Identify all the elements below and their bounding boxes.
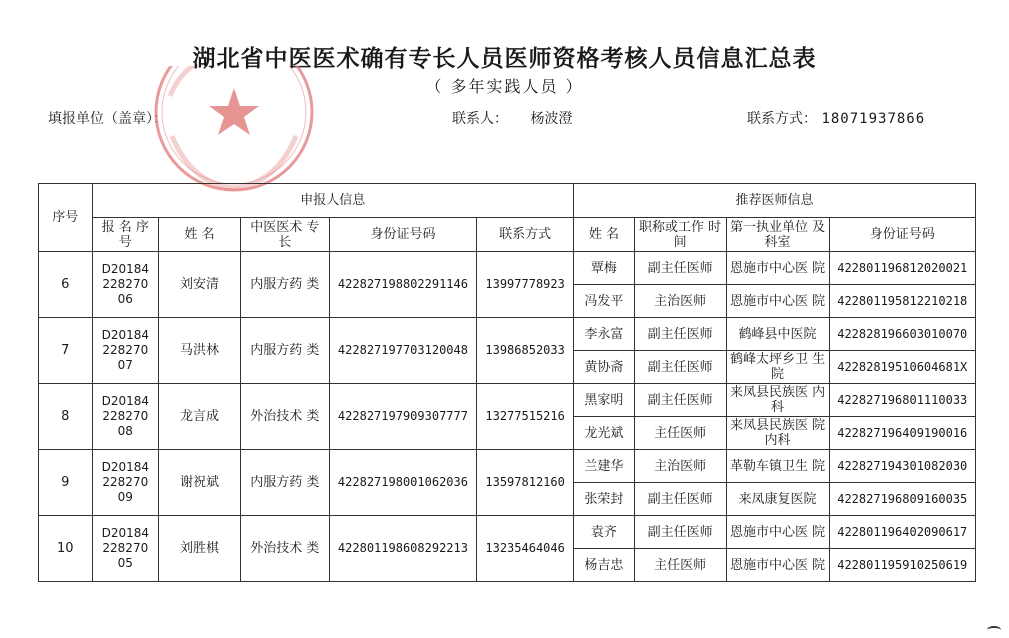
recommender-section-header: 推荐医师信息 xyxy=(574,184,976,218)
applicant-id-cell: 422827198802291146 xyxy=(329,252,476,318)
col-rec-title-header: 职称或工作 时间 xyxy=(634,218,726,252)
rec-title-cell: 副主任医师 xyxy=(634,318,726,351)
rec-name-cell: 冯发平 xyxy=(574,285,635,318)
rec-id-cell: 422827194301082030 xyxy=(829,450,975,483)
rec-name-cell: 黄协斋 xyxy=(574,351,635,384)
table-row xyxy=(39,450,976,483)
table-row xyxy=(39,384,976,417)
rec-unit-cell: 来凤县民族医 内科 xyxy=(726,384,829,417)
rec-unit-cell: 鹤峰县中医院 xyxy=(726,318,829,351)
unit-field xyxy=(48,108,167,128)
rec-name-cell: 袁齐 xyxy=(574,516,635,549)
rec-title-cell: 主任医师 xyxy=(634,417,726,450)
serial-cell: 7 xyxy=(39,318,93,384)
rec-unit-cell: 恩施市中心医 院 xyxy=(726,549,829,582)
rec-title-cell: 主治医师 xyxy=(634,285,726,318)
rec-id-cell: 42282819510604681X xyxy=(829,351,975,384)
rec-id-cell: 422801196812020021 xyxy=(829,252,975,285)
rec-id-cell: 422801195910250619 xyxy=(829,549,975,582)
rec-name-cell: 龙光斌 xyxy=(574,417,635,450)
col-specialty-header: 中医医术 专 长 xyxy=(240,218,329,252)
serial-cell: 8 xyxy=(39,384,93,450)
applicant-phone-cell: 13997778923 xyxy=(477,252,574,318)
rec-unit-cell: 恩施市中心医 院 xyxy=(726,252,829,285)
rec-id-cell: 422827196409190016 xyxy=(829,417,975,450)
applicant-phone-cell: 13986852033 xyxy=(477,318,574,384)
applicant-name-cell: 刘胜棋 xyxy=(159,516,241,582)
rec-name-cell: 张荣封 xyxy=(574,483,635,516)
col-id-header: 身份证号码 xyxy=(329,218,476,252)
rec-title-cell: 副主任医师 xyxy=(634,516,726,549)
rec-id-cell: 422827196809160035 xyxy=(829,483,975,516)
table-row xyxy=(39,318,976,351)
reg-no-cell: D20184 228270 09 xyxy=(92,450,159,516)
official-seal-stamp xyxy=(152,66,316,196)
page-title: 湖北省中医医术确有专长人员医师资格考核人员信息汇总表 xyxy=(192,46,817,72)
table-row xyxy=(39,252,976,285)
contact-field xyxy=(452,108,572,128)
rec-unit-cell: 恩施市中心医 院 xyxy=(726,516,829,549)
rec-title-cell: 副主任医师 xyxy=(634,252,726,285)
rec-title-cell: 主任医师 xyxy=(634,549,726,582)
specialty-cell: 外治技术 类 xyxy=(240,516,329,582)
serial-cell: 9 xyxy=(39,450,93,516)
reg-no-cell: D20184 228270 05 xyxy=(92,516,159,582)
applicant-phone-cell: 13235464046 xyxy=(477,516,574,582)
rec-unit-cell: 鹤峰太坪乡卫 生院 xyxy=(726,351,829,384)
col-rec-id-header: 身份证号码 xyxy=(829,218,975,252)
phone-value: 18071937866 xyxy=(821,111,926,127)
serial-cell: 10 xyxy=(39,516,93,582)
rec-unit-cell: 革勒车镇卫生 院 xyxy=(726,450,829,483)
serial-cell: 6 xyxy=(39,252,93,318)
col-name-header: 姓 名 xyxy=(159,218,241,252)
applicant-phone-cell: 13277515216 xyxy=(477,384,574,450)
col-reg-no-header: 报 名 序 号 xyxy=(92,218,159,252)
rec-id-cell: 422827196801110033 xyxy=(829,384,975,417)
rec-unit-cell: 来凤县民族医 院内科 xyxy=(726,417,829,450)
rec-name-cell: 覃梅 xyxy=(574,252,635,285)
table-row xyxy=(39,516,976,549)
contact-name: 杨波澄 xyxy=(530,111,573,127)
unit-label: 填报单位（盖章）： xyxy=(48,111,167,127)
applicant-name-cell: 龙言成 xyxy=(159,384,241,450)
col-rec-name-header: 姓 名 xyxy=(574,218,635,252)
specialty-cell: 外治技术 类 xyxy=(240,384,329,450)
reg-no-cell: D20184 228270 08 xyxy=(92,384,159,450)
rec-unit-cell: 恩施市中心医 院 xyxy=(726,285,829,318)
col-phone-header: 联系方式 xyxy=(477,218,574,252)
table-column-header-row xyxy=(39,218,976,252)
phone-label: 联系方式： xyxy=(747,111,817,127)
applicant-section-header: 申报人信息 xyxy=(92,184,574,218)
col-rec-unit-header: 第一执业单位 及科室 xyxy=(726,218,829,252)
rec-title-cell: 副主任医师 xyxy=(634,483,726,516)
table-section-header-row xyxy=(39,184,976,218)
rec-title-cell: 副主任医师 xyxy=(634,351,726,384)
applicant-id-cell: 422827197909307777 xyxy=(329,384,476,450)
reg-no-cell: D20184 228270 07 xyxy=(92,318,159,384)
specialty-cell: 内服方药 类 xyxy=(240,252,329,318)
rec-name-cell: 黑家明 xyxy=(574,384,635,417)
rec-title-cell: 副主任医师 xyxy=(634,384,726,417)
applicant-id-cell: 422801198608292213 xyxy=(329,516,476,582)
rec-name-cell: 杨吉忠 xyxy=(574,549,635,582)
reg-no-cell: D20184 228270 06 xyxy=(92,252,159,318)
rec-id-cell: 422801195812210218 xyxy=(829,285,975,318)
rec-title-cell: 主治医师 xyxy=(634,450,726,483)
specialty-cell: 内服方药 类 xyxy=(240,318,329,384)
summary-table xyxy=(38,183,976,582)
rec-name-cell: 兰建华 xyxy=(574,450,635,483)
applicant-name-cell: 刘安清 xyxy=(159,252,241,318)
rec-id-cell: 422801196402090617 xyxy=(829,516,975,549)
page-subtitle: （ 多年实践人员 ） xyxy=(425,77,584,96)
contact-label: 联系人： xyxy=(452,111,508,127)
phone-field xyxy=(747,108,925,128)
applicant-name-cell: 马洪林 xyxy=(159,318,241,384)
applicant-name-cell: 谢祝斌 xyxy=(159,450,241,516)
rec-id-cell: 422828196603010070 xyxy=(829,318,975,351)
rec-unit-cell: 来凤康复医院 xyxy=(726,483,829,516)
applicant-id-cell: 422827197703120048 xyxy=(329,318,476,384)
page-corner-mark xyxy=(987,626,1001,634)
col-serial-header: 序号 xyxy=(39,184,93,252)
applicant-phone-cell: 13597812160 xyxy=(477,450,574,516)
applicant-id-cell: 422827198001062036 xyxy=(329,450,476,516)
rec-name-cell: 李永富 xyxy=(574,318,635,351)
specialty-cell: 内服方药 类 xyxy=(240,450,329,516)
